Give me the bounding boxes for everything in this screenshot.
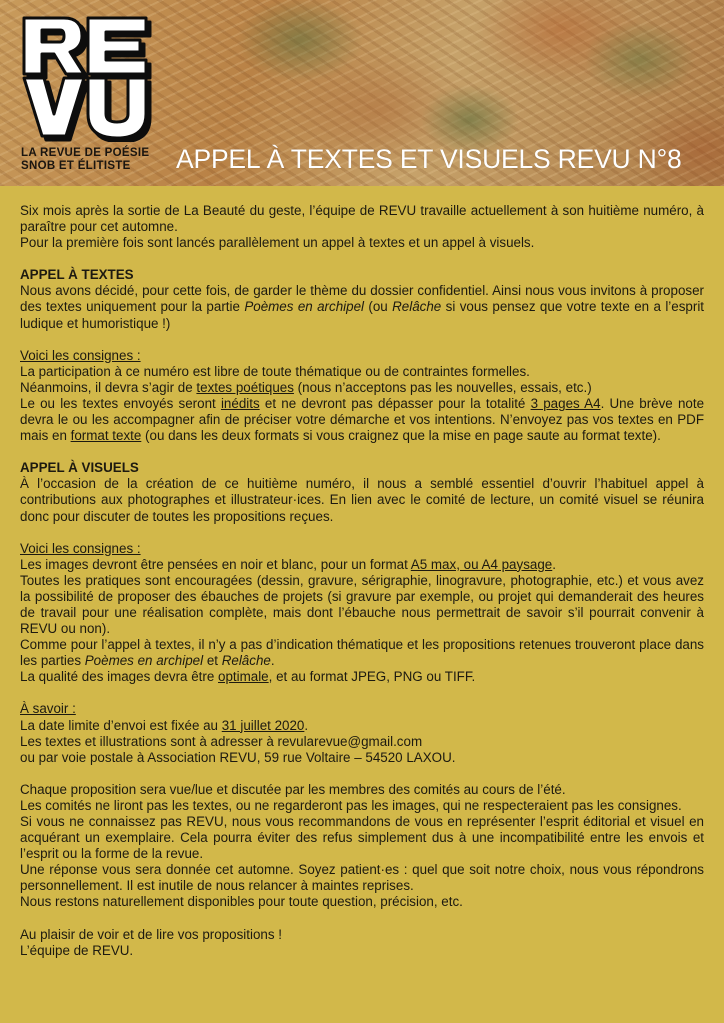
page-title: APPEL À TEXTES ET VISUELS REVU N°8 [176,144,682,174]
savoir-postal: ou par voie postale à Association REVU, 59 rue Voltaire – 54520 LAXOU. [20,749,456,765]
section-title-textes: APPEL À TEXTES [20,267,134,283]
textes-rule-2: Néanmoins, il devra s’agir de textes poétiques (nous n’acceptons pas les nouvelles, essais, etc.) [20,379,592,395]
savoir-title: À savoir : [20,701,76,717]
closing-paragraph-2: Les comités ne liront pas les textes, ou ne regarderont pas les images, qui ne respecteraient pas les consignes. [20,797,682,813]
visuels-rule-3: Comme pour l’appel à textes, il n’y a pas d’indication thématique et les propositions retenues trouveront place dans les parties Poèmes en archipel et Relâche. [20,637,704,669]
textes-rule-3: Le ou les textes envoyés seront inédits et ne devront pas dépasser pour la totalité 3 pages A4. Une brève note devra le ou les accompagner afin de préciser votre démarche et vos intentions. N’envoyez pas vos textes en PDF mais en format texte (ou dans les deux formats si vous craignez que la mise en page saute au format texte). [20,395,705,444]
textes-rule-1: La participation à ce numéro est libre de toute thématique ou de contraintes formelles. [20,363,530,379]
textes-paragraph: Nous avons décidé, pour cette fois, de garder le thème du dossier confidentiel. Ainsi nous vous invitons à proposer des textes uniquement pour la partie Poèmes en archipel (ou Relâche si vous pensez que votre texte en a l’esprit ludique et humoristique !) [20,283,705,331]
visuels-rules-title: Voici les consignes : [20,540,141,556]
intro-paragraph-2: Pour la première fois sont lancés parallèlement un appel à textes et un appel à visuels. [20,235,535,251]
signature-line-1: Au plaisir de voir et de lire vos propositions ! [20,926,282,942]
visuels-rule-4: La qualité des images devra être optimale, et au format JPEG, PNG ou TIFF. [20,669,476,685]
closing-paragraph-4: Une réponse vous sera donnée cet automne. Soyez patient·es : quel que soit notre choix, nous vous répondrons personnellement. Il est inutile de nous relancer à maintes reprises. [20,862,704,894]
document-body [20,203,704,959]
visuels-rule-1: Les images devront être pensées en noir et blanc, pour un format A5 max, ou A4 paysage. [20,556,556,572]
closing-paragraph-3: Si vous ne connaissez pas REVU, nous vous recommandons de vous en représenter l’esprit éditorial et visuel en acquérant un exemplaire. Cela pourra éviter des refus simplement dus à une incompatibilité entre les envois et l’esprit ou la forme de la revue. [20,814,704,862]
logo-tagline [21,147,149,173]
tagline-line2: SNOB ET ÉLITISTE [21,160,131,172]
section-title-visuels: APPEL À VISUELS [20,460,139,476]
intro-paragraph-1: Six mois après la sortie de La Beauté du geste, l’équipe de REVU travaille actuellement à son huitième numéro, à paraître pour cet automne. [20,203,704,235]
header-banner [0,0,724,186]
visuels-rule-2: Toutes les pratiques sont encouragées (dessin, gravure, sérigraphie, linogravure, photographie, etc.) et vous avez la possibilité de proposer des ébauches de projets (si gravure par exemple, ou projet qui demanderait des heures de travail pour une réalisation complète, mais dont l’ébauche nous permettrait de savoir s’il pourrait convenir à REVU ou non). [20,572,704,637]
signature-line-2: L’équipe de REVU. [20,942,134,958]
closing-paragraph-1: Chaque proposition sera vue/lue et discutée par les membres des comités au cours de l’été. [20,781,566,797]
revu-logo [20,14,154,142]
closing-paragraph-5: Nous restons naturellement disponibles pour toute question, précision, etc. [20,894,463,910]
savoir-email: Les textes et illustrations sont à adresser à revularevue@gmail.com [20,733,423,749]
visuels-paragraph: À l’occasion de la création de ce huitième numéro, il nous a semblé essentiel d’ouvrir l’habituel appel à contributions aux photographes et illustrateur·ices. En lien avec le comité de lecture, un comité visuel se réunira donc pour discuter de toutes les propositions reçues. [20,476,704,524]
tagline-line1: LA REVUE DE POÉSIE [21,147,150,159]
textes-rules-title: Voici les consignes : [20,347,141,363]
savoir-deadline: La date limite d’envoi est fixée au 31 juillet 2020. [20,717,309,733]
